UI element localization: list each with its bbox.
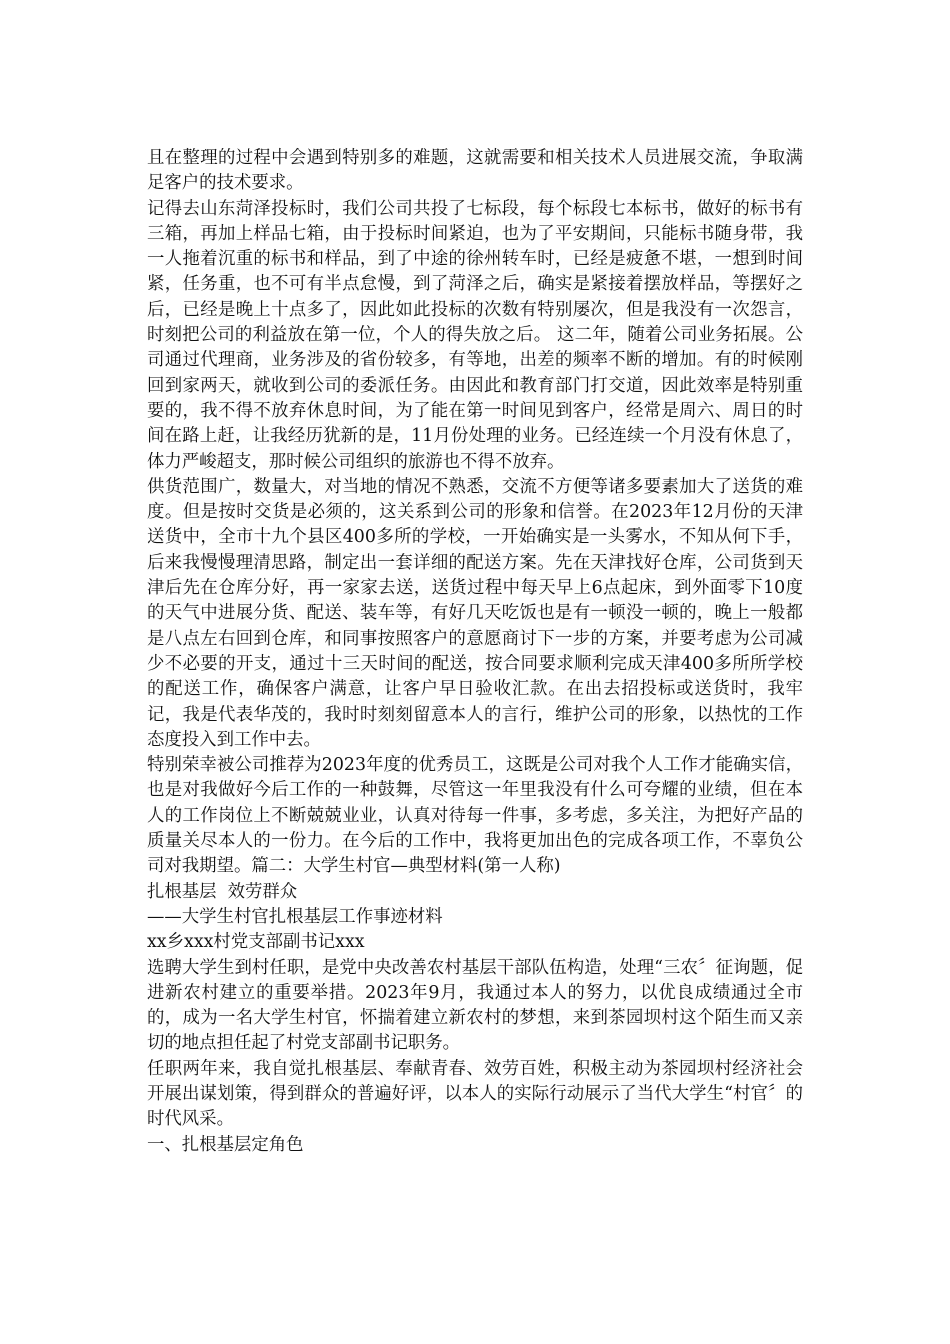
paragraph-outstanding-employee: 特别荣幸被公司推荐为2023年度的优秀员工，这既是公司对我个人工作才能确实信，也是对我做好今后工作的一种鼓舞，尽管这一年里我没有什么可夸耀的业绩，但在本人的工作岗位上不断兢兢业业，认真对待每一件事，多考虑，多关注，为把好产品的质量关尽本人的一份力。在今后的工作中，我将更加出色的完成各项工作，不辜负公司对我期望。篇二：大学生村官—典型材料(第一人称) — [147, 755, 803, 877]
paragraph-tianjin-delivery: 供货范围广，数量大，对当地的情况不熟悉，交流不方便等诸多要素加大了送货的难度。但是按时交货是必须的，这关系到公司的形象和信誉。在2023年12月份的天津送货中，全市十九个县区400多所的学校，一开始确实是一头雾水，不知从何下手，后来我慢慢理清思路，制定出一套详细的配送方案。先在天津找好仓库，公司货到天津后先在仓库分好，再一家家去送，送货过程中每天早上6点起床，到外面零下10度的天气中进展分货、配送、装车等，有好几天吃饭也是有一顿没一顿的，晚上一般都是八点左右回到仓库，和同事按照客户的意愿商讨下一步的方案，并要考虑为公司减少不必要的开支，通过十三天时间的配送，按合同要求顺利完成天津400多所所学校的配送工作，确保客户满意，让客户早日验收汇款。在出去招投标或送货时，我牢记，我是代表华茂的，我时时刻刻留意本人的言行，维护公司的形象，以热忱的工作态度投入到工作中去。 — [147, 476, 803, 750]
section-heading-one: 一、扎根基层定角色 — [147, 1134, 304, 1155]
heading-subtitle: ——大学生村官扎根基层工作事迹材料 — [147, 906, 443, 927]
paragraph-two-years-service: 任职两年来，我自觉扎根基层、奉献青春、效劳百姓，积极主动为茶园坝村经济社会开展出谋划策，得到群众的普遍好评，以本人的实际行动展示了当代大学生“村官〞的时代风采。 — [147, 1058, 803, 1130]
paragraph-technical-requirements: 且在整理的过程中会遇到特别多的难题，这就需要和相关技术人员进展交流，争取满足客户的技术要求。 — [147, 148, 803, 194]
heading-title: 扎根基层 效劳群众 — [147, 881, 298, 902]
document-page — [147, 146, 803, 1158]
author-line: xx乡xxx村党支部副书记xxx — [147, 932, 365, 953]
paragraph-heze-bidding: 记得去山东菏泽投标时，我们公司共投了七标段，每个标段七本标书，做好的标书有三箱，再加上样品七箱，由于投标时间紧迫，也为了平安期间，只能标书随身带，我一人拖着沉重的标书和样品，到了中途的徐州转车时，已经是疲惫不堪，一想到时间紧，任务重，也不可有半点怠慢，到了菏泽之后，确实是紧接着摆放样品，等摆好之后，已经是晚上十点多了，因此如此投标的次数有特别屡次，但是我没有一次怨言，时刻把公司的利益放在第一位，个人的得失放之后。 这二年，随着公司业务拓展。公司通过代理商，业务涉及的省份较多，有等地，出差的频率不断的增加。有的时候刚回到家两天，就收到公司的委派任务。由因此和教育部门打交道，因此效率是特别重要的，我不得不放弃休息时间，为了能在第一时间见到客户，经常是周六、周日的时间在路上赶，让我经历犹新的是，11月份处理的业务。已经连续一个月没有休息了，体力严峻超支，那时候公司组织的旅游也不得不放弃。 — [147, 198, 803, 472]
paragraph-village-official-intro: 选聘大学生到村任职，是党中央改善农村基层干部队伍构造，处理“三农〞征询题，促进新农村建立的重要举措。2023年9月，我通过本人的努力，以优良成绩通过全市的，成为一名大学生村官，怀揣着建立新农村的梦想，来到茶园坝村这个陌生而又亲切的地点担任起了村党支部副书记职务。 — [147, 957, 803, 1054]
